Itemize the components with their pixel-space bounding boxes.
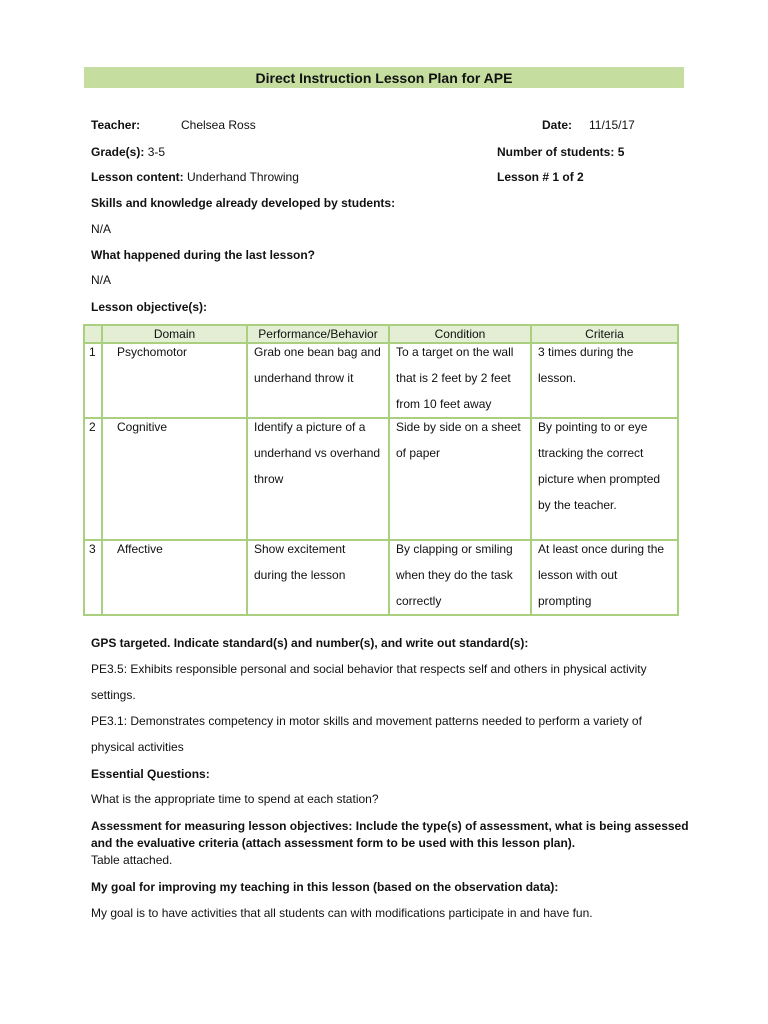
row-number: 2 (84, 418, 102, 540)
essential-heading: Essential Questions: (91, 767, 210, 781)
teacher-value: Chelsea Ross (181, 118, 256, 132)
skills-heading: Skills and knowledge already developed by students: (91, 196, 396, 210)
skills-value: N/A (91, 222, 112, 236)
table-row (84, 418, 678, 540)
assessment-heading-line1: Assessment for measuring lesson objectives: Include the type(s) of assessment, what is being assessed (91, 819, 689, 833)
table-row (84, 540, 678, 615)
gps-heading: GPS targeted. Indicate standard(s) and number(s), and write out standard(s): (91, 636, 529, 650)
row-performance: Grab one bean bag and underhand throw it (247, 343, 389, 418)
content-label: Lesson content: (91, 170, 184, 184)
content-value: Underhand Throwing (187, 170, 299, 184)
pe35-line2: settings. (91, 688, 136, 702)
date-value: 11/15/17 (589, 118, 635, 132)
objectives-heading: Lesson objective(s): (91, 300, 208, 314)
row-performance: Show excitement during the lesson (247, 540, 389, 615)
row-condition: By clapping or smiling when they do the task correctly (389, 540, 531, 615)
row-condition: To a target on the wall that is 2 feet by 2 feet from 10 feet away (389, 343, 531, 418)
table-row (84, 343, 678, 418)
header-condition: Condition (389, 325, 531, 343)
row-domain: Cognitive (102, 418, 247, 540)
pe35-line1: PE3.5: Exhibits responsible personal and social behavior that respects self and others in physical activity (91, 662, 647, 676)
goal-value: My goal is to have activities that all students can with modifications participate in and have fun. (91, 906, 593, 920)
row-criteria: At least once during the lesson with out prompting (531, 540, 678, 615)
grades-row (91, 145, 165, 159)
objectives-table (83, 324, 679, 616)
grades-label: Grade(s): (91, 145, 145, 159)
lesson-value: 1 of 2 (552, 170, 584, 184)
row-domain: Psychomotor (102, 343, 247, 418)
pe31-line2: physical activities (91, 740, 184, 754)
last-lesson-heading: What happened during the last lesson? (91, 248, 316, 262)
row-criteria: 3 times during the lesson. (531, 343, 678, 418)
assessment-heading-line2: and the evaluative criteria (attach assessment form to be used with this lesson plan). (91, 836, 576, 850)
pe31-line1: PE3.1: Demonstrates competency in motor skills and movement patterns needed to perform a variety of (91, 714, 642, 728)
header-performance: Performance/Behavior (247, 325, 389, 343)
row-number: 1 (84, 343, 102, 418)
header-domain: Domain (102, 325, 247, 343)
students-value: 5 (617, 145, 625, 159)
content-row (91, 170, 299, 184)
essential-value: What is the appropriate time to spend at each station? (91, 792, 379, 806)
lesson-row (497, 170, 584, 184)
row-number: 3 (84, 540, 102, 615)
date-label: Date: (542, 118, 573, 132)
students-label: Number of students: (497, 145, 615, 159)
row-criteria: By pointing to or eye ttracking the correct picture when prompted by the teacher. (531, 418, 678, 540)
row-domain: Affective (102, 540, 247, 615)
document-title: Direct Instruction Lesson Plan for APE (84, 67, 684, 88)
row-condition: Side by side on a sheet of paper (389, 418, 531, 540)
teacher-label: Teacher: (91, 118, 141, 132)
lesson-label: Lesson # (497, 170, 550, 184)
students-row (497, 145, 624, 159)
grades-value: 3-5 (147, 145, 166, 159)
last-lesson-value: N/A (91, 273, 112, 287)
row-performance: Identify a picture of a underhand vs overhand throw (247, 418, 389, 540)
goal-heading: My goal for improving my teaching in this lesson (based on the observation data): (91, 880, 559, 894)
assessment-value: Table attached. (91, 853, 173, 867)
header-criteria: Criteria (531, 325, 678, 343)
